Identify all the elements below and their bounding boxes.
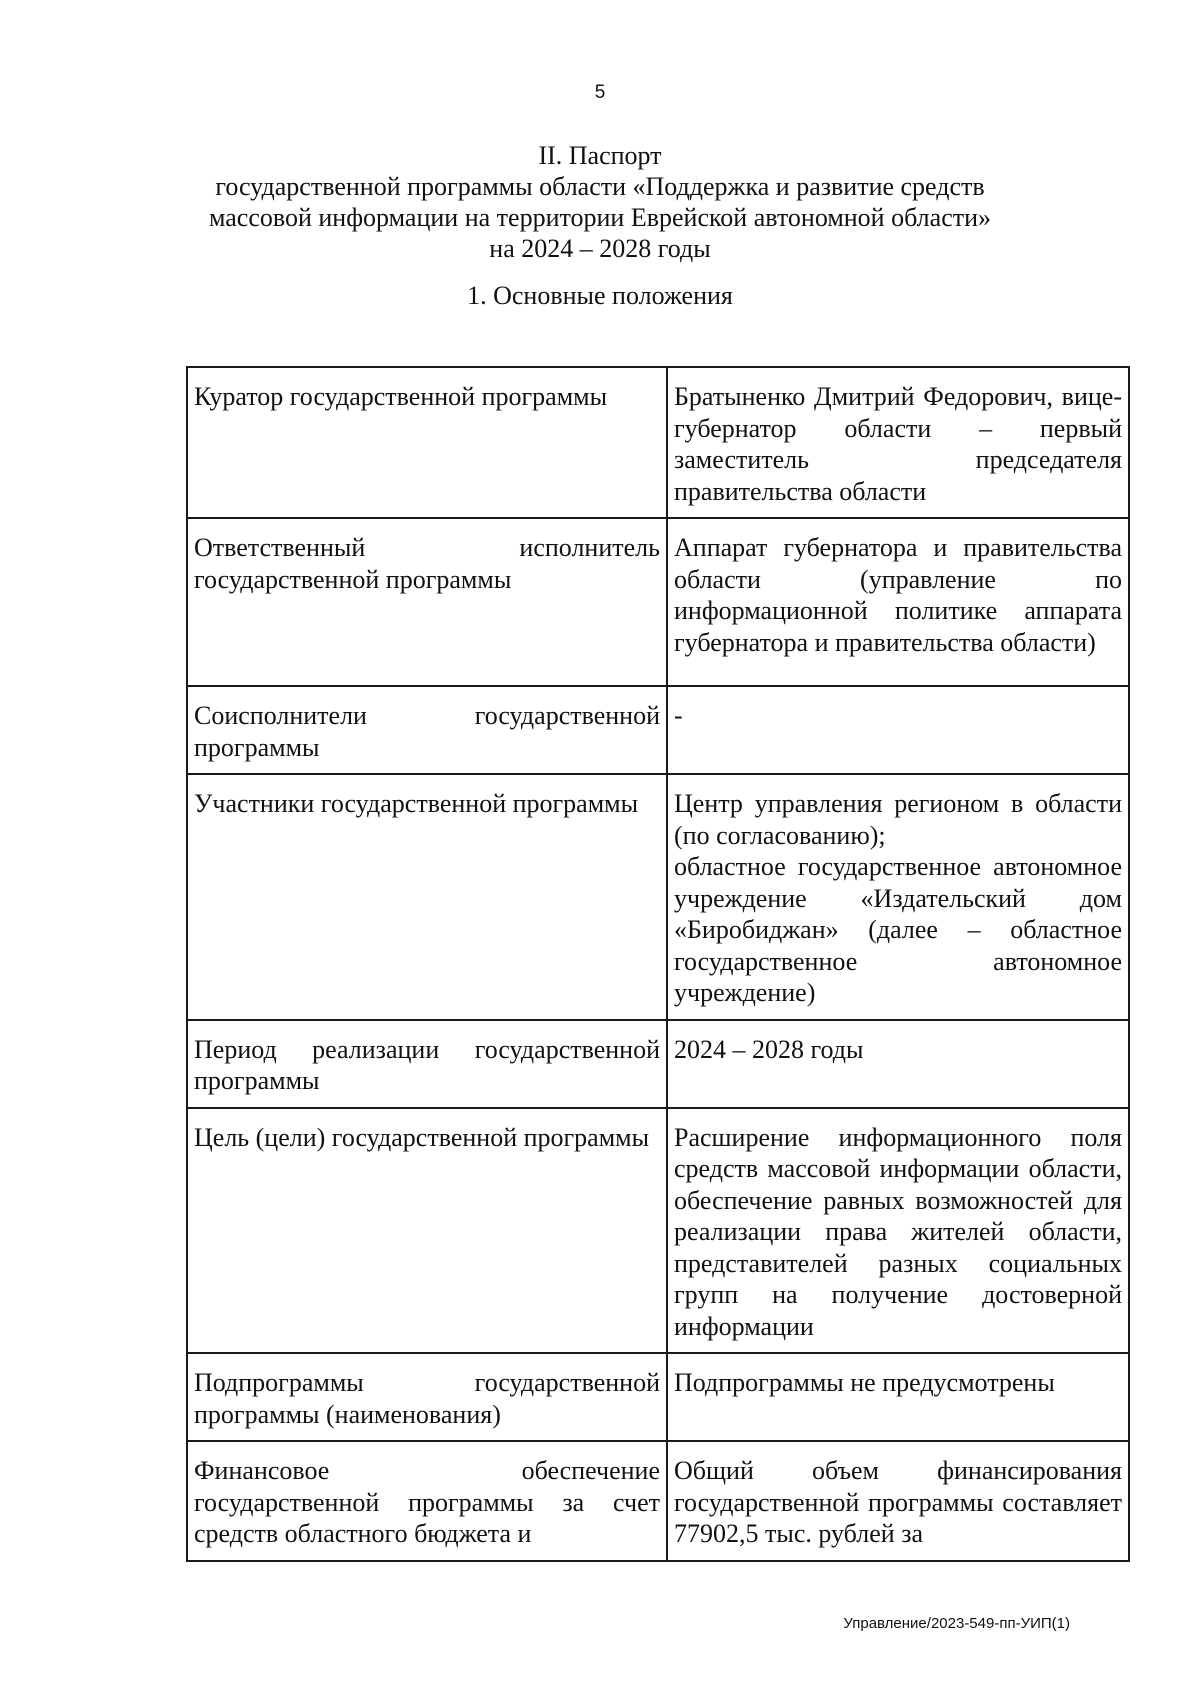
row-label-period: Период реализации государственной программы [187, 1020, 667, 1108]
table-row [187, 367, 1129, 518]
title-line-2: государственной программы области «Поддержка и развитие средств [215, 172, 985, 201]
row-label-responsible: Ответственный исполнитель государственной программы [187, 518, 667, 686]
row-label-curator: Куратор государственной программы [187, 367, 667, 518]
table-row [187, 518, 1129, 686]
row-label-participants: Участники государственной программы [187, 774, 667, 1020]
table-row [187, 1441, 1129, 1561]
row-label-coexecutors: Соисполнители государственной программы [187, 686, 667, 774]
section-heading: 1. Основные положения [467, 281, 733, 310]
row-value-goal: Расширение информационного поля средств массовой информации области, обеспечение равных возможностей для реализации права жителей области, представителей разных социальных групп на получение достоверной информации [667, 1108, 1129, 1354]
passport-table [186, 366, 1130, 1562]
table-row [187, 1020, 1129, 1108]
row-value-participants [667, 774, 1129, 1020]
page-number: 5 [594, 82, 606, 103]
title-line-3: массовой информации на территории Еврейской автономной области» [208, 203, 992, 232]
title-line-1: II. Паспорт [538, 141, 662, 170]
row-value-responsible: Аппарат губернатора и правительства области (управление по информационной политике аппарата губернатора и правительства области) [667, 518, 1129, 686]
participants-line-1: Центр управления регионом в области (по согласованию); [674, 789, 1122, 850]
row-value-financing: Общий объем финансирования государственной программы составляет 77902,5 тыс. рублей за [667, 1441, 1129, 1561]
row-value-coexecutors: - [667, 686, 1129, 774]
document-code: Управление/2023-549-пп-УИП(1) [843, 1615, 1070, 1632]
title-line-4: на 2024 – 2028 годы [489, 234, 711, 263]
row-label-goal: Цель (цели) государственной программы [187, 1108, 667, 1354]
document-title [200, 140, 1000, 264]
table-row [187, 1353, 1129, 1441]
row-label-financing: Финансовое обеспечение государственной программы за счет средств областного бюджета и [187, 1441, 667, 1561]
table-row [187, 1108, 1129, 1354]
table-row [187, 774, 1129, 1020]
table-row [187, 686, 1129, 774]
row-value-period: 2024 – 2028 годы [667, 1020, 1129, 1108]
row-value-subprograms: Подпрограммы не предусмотрены [667, 1353, 1129, 1441]
row-value-curator: Братыненко Дмитрий Федорович, вице-губернатор области – первый заместитель председателя правительства области [667, 367, 1129, 518]
participants-line-2: областное государственное автономное учреждение «Издательский дом «Биробиджан» (далее – областное государственное автономное учреждение) [674, 852, 1122, 1007]
row-label-subprograms: Подпрограммы государственной программы (наименования) [187, 1353, 667, 1441]
